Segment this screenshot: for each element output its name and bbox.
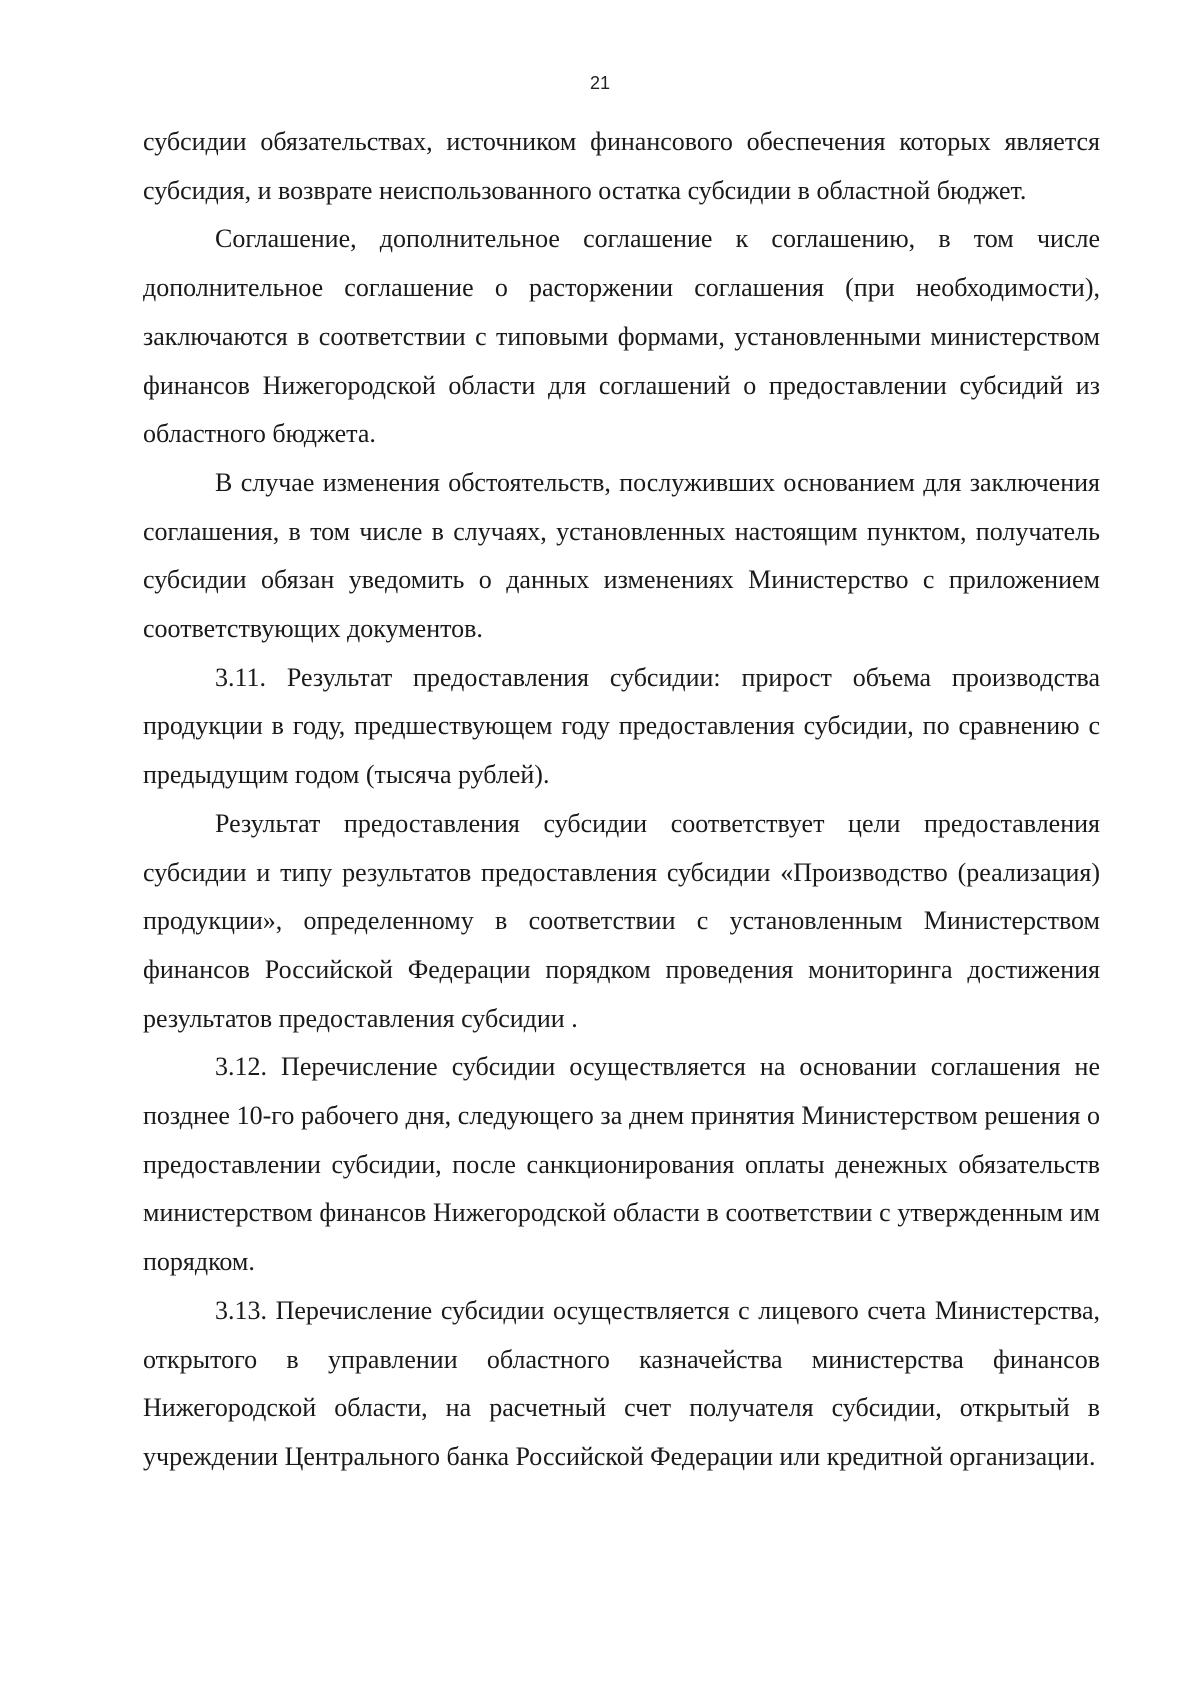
document-body <box>143 118 1100 1482</box>
paragraph-3-12: 3.12. Перечисление субсидии осуществляется на основании соглашения не позднее 10-го рабочего дня, следующего за днем принятия Министерством решения о предоставлении субсидии, после санкционирования оплаты денежных обязательств министерством финансов Нижегородской области в соответствии с утвержденным им порядком. <box>143 1052 1100 1277</box>
paragraph-result-correspondence: Результат предоставления субсидии соответствует цели предоставления субсидии и типу результатов предоставления субсидии «Производство (реализация) продукции», определенному в соответствии с установленным Министерством финансов Российской Федерации порядком проведения мониторинга достижения результатов предоставления субсидии . <box>143 808 1100 1033</box>
paragraph-3-11: 3.11. Результат предоставления субсидии: прирост объема производства продукции в году, предшествующем году предоставления субсидии, по сравнению с предыдущим годом (тысяча рублей). <box>143 662 1100 790</box>
page-number: 21 <box>589 73 611 93</box>
paragraph-change-notice: В случае изменения обстоятельств, послуживших основанием для заключения соглашения, в том числе в случаях, установленных настоящим пунктом, получатель субсидии обязан уведомить о данных изменениях Министерство с приложением соответствующих документов. <box>143 467 1100 644</box>
paragraph-3-13: 3.13. Перечисление субсидии осуществляется с лицевого счета Министерства, открытого в управлении областного казначейства министерства финансов Нижегородской области, на расчетный счет получателя субсидии, открытый в учреждении Центрального банка Российской Федерации или кредитной организации. <box>143 1295 1100 1471</box>
paragraph-continuation: субсидии обязательствах, источником финансового обеспечения которых является субсидия, и возврате неиспользованного остатка субсидии в областной бюджет. <box>143 127 1100 205</box>
paragraph-agreement-forms: Соглашение, дополнительное соглашение к соглашению, в том числе дополнительное соглашение о расторжении соглашения (при необходимости), заключаются в соответствии с типовыми формами, установленными министерством финансов Нижегородской области для соглашений о предоставлении субсидий из областного бюджета. <box>143 224 1100 449</box>
